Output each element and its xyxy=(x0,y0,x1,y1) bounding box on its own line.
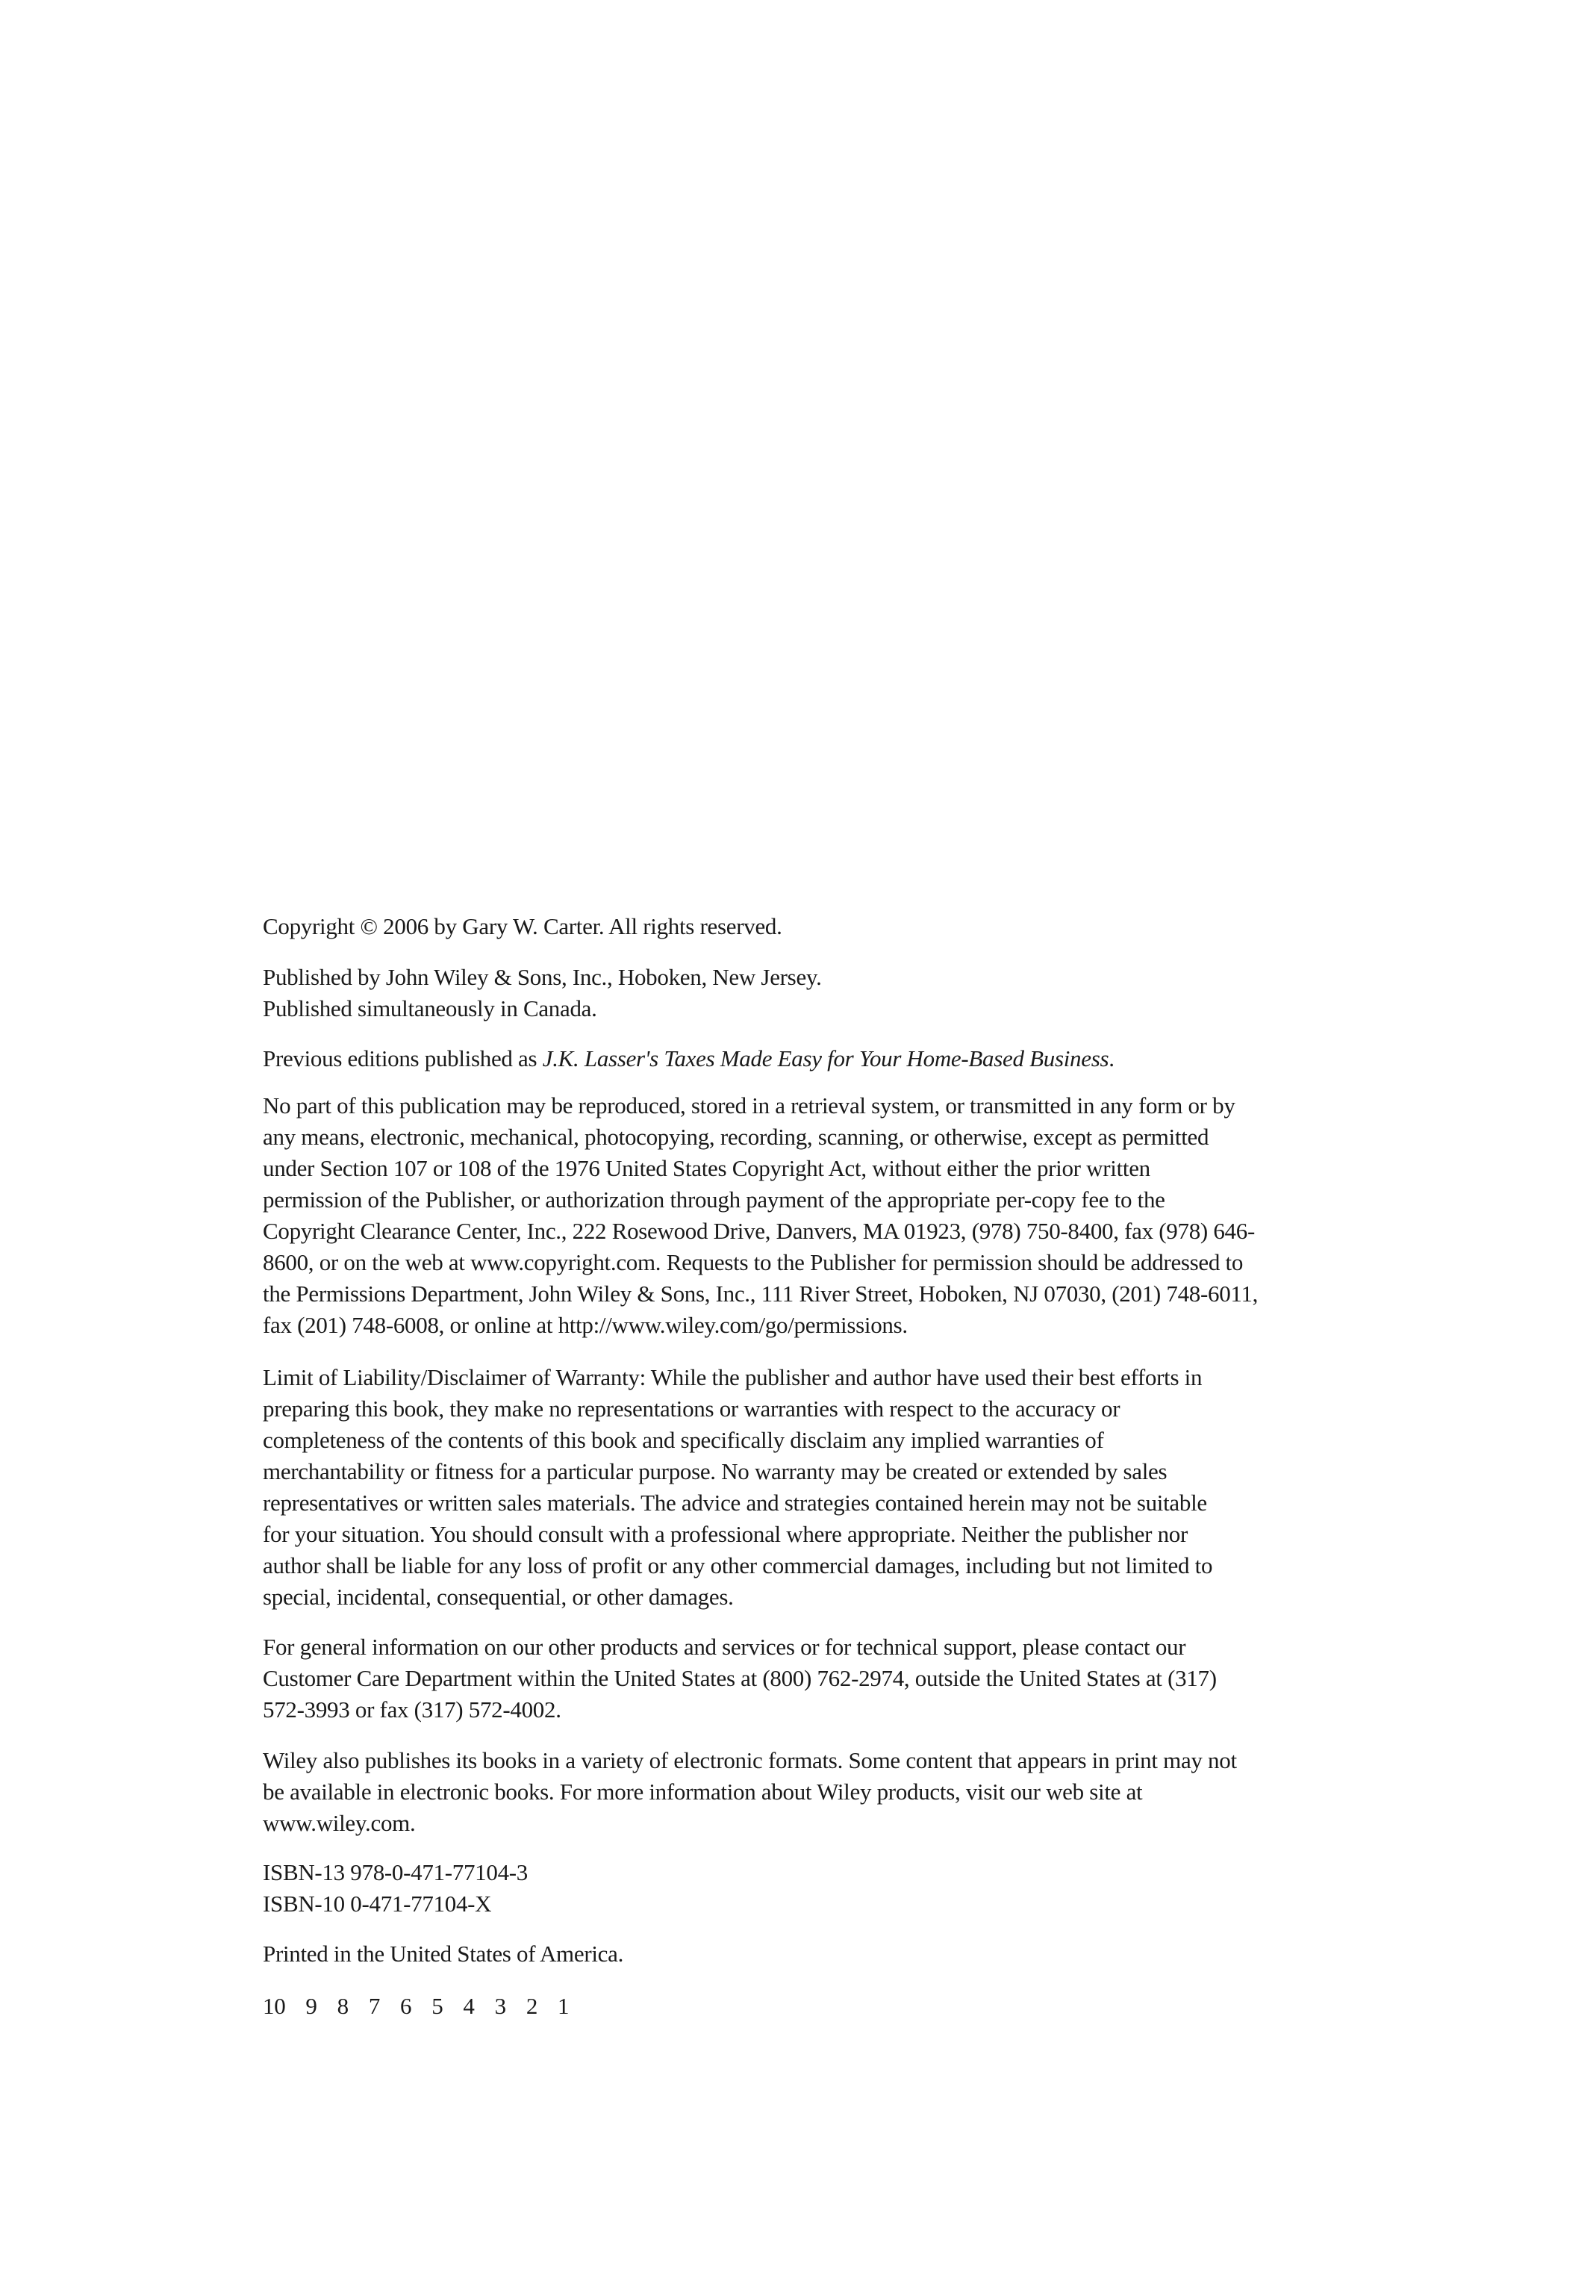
printing-number: 6 xyxy=(400,1993,412,2019)
text-line: www.wiley.com. xyxy=(263,1810,416,1836)
printing-number: 2 xyxy=(526,1993,538,2019)
text-line: No part of this publication may be reproduced, stored in a retrieval system, or transmitted in any form or by xyxy=(263,1092,1235,1119)
text-line: Limit of Liability/Disclaimer of Warranty: While the publisher and author have used their best efforts in xyxy=(263,1364,1203,1390)
copyright-line xyxy=(263,911,782,942)
printing-number: 8 xyxy=(337,1993,349,2019)
electronic-formats-paragraph xyxy=(263,1745,1237,1839)
text-line: 572-3993 or fax (317) 572-4002. xyxy=(263,1696,561,1723)
text-line: author shall be liable for any loss of profit or any other commercial damages, including but not limited to xyxy=(263,1552,1213,1578)
printing-number: 4 xyxy=(463,1993,475,2019)
general-info-paragraph xyxy=(263,1631,1217,1726)
printed-in xyxy=(263,1938,623,1970)
printing-number: 7 xyxy=(368,1993,381,2019)
text-line: the Permissions Department, John Wiley & Sons, Inc., 111 River Street, Hoboken, NJ 07030, (201) 748-6011, xyxy=(263,1281,1259,1307)
publisher-line: Published by John Wiley & Sons, Inc., Hoboken, New Jersey. xyxy=(263,964,822,990)
previous-editions-line xyxy=(263,1043,1115,1074)
text-line: permission of the Publisher, or authorization through payment of the appropriate per-copy fee to the xyxy=(263,1186,1165,1213)
text-line: under Section 107 or 108 of the 1976 United States Copyright Act, without either the prior written xyxy=(263,1155,1150,1181)
copyright-text: Copyright © 2006 by Gary W. Carter. All rights reserved. xyxy=(263,913,782,939)
text-line: any means, electronic, mechanical, photocopying, recording, scanning, or otherwise, except as permitted xyxy=(263,1124,1209,1150)
text-line: merchantability or fitness for a particular purpose. No warranty may be created or extended by sales xyxy=(263,1458,1168,1484)
text-line: Customer Care Department within the United States at (800) 762-2974, outside the United States at (317) xyxy=(263,1665,1217,1691)
isbn-13: ISBN-13 978-0-471-77104-3 xyxy=(263,1859,528,1885)
text-line: For general information on our other products and services or for technical support, please contact our xyxy=(263,1634,1186,1660)
text-line: fax (201) 748-6008, or online at http://www.wiley.com/go/permissions. xyxy=(263,1312,908,1338)
text-line: special, incidental, consequential, or other damages. xyxy=(263,1584,734,1610)
isbn-10: ISBN-10 0-471-77104-X xyxy=(263,1891,492,1917)
text-line: preparing this book, they make no representations or warranties with respect to the accuracy or xyxy=(263,1396,1120,1422)
printing-number: 9 xyxy=(305,1993,317,2019)
previous-editions xyxy=(263,1043,1115,1074)
text-line: for your situation. You should consult with a professional where appropriate. Neither the publisher nor xyxy=(263,1521,1188,1547)
text-line: Copyright Clearance Center, Inc., 222 Rosewood Drive, Danvers, MA 01923, (978) 750-8400, fax (978) 646- xyxy=(263,1218,1255,1244)
printing-number: 5 xyxy=(431,1993,443,2019)
text-line: representatives or written sales materials. The advice and strategies contained herein may not be suitable xyxy=(263,1490,1207,1516)
liability-paragraph xyxy=(263,1362,1212,1613)
text-line: 8600, or on the web at www.copyright.com. Requests to the Publisher for permission should be addressed to xyxy=(263,1249,1244,1275)
isbn-block xyxy=(263,1857,528,1920)
canada-line: Published simultaneously in Canada. xyxy=(263,995,597,1021)
previous-title: J.K. Lasser's Taxes Made Easy for Your Home-Based Business xyxy=(542,1045,1109,1071)
printed-text: Printed in the United States of America. xyxy=(263,1941,624,1967)
printing-number: 1 xyxy=(558,1993,570,2019)
printing-number: 3 xyxy=(494,1993,506,2019)
previous-prefix: Previous editions published as xyxy=(263,1045,543,1071)
text-line: be available in electronic books. For more information about Wiley products, visit our web site at xyxy=(263,1779,1143,1805)
text-line: Wiley also publishes its books in a variety of electronic formats. Some content that appears in print may not xyxy=(263,1747,1237,1773)
publisher-info xyxy=(263,962,822,1024)
text-line: completeness of the contents of this book and specifically disclaim any implied warranties of xyxy=(263,1427,1104,1453)
previous-suffix: . xyxy=(1109,1045,1115,1071)
permissions-paragraph xyxy=(263,1090,1258,1341)
printing-number: 10 xyxy=(263,1993,286,2019)
printing-line xyxy=(263,1991,589,2022)
